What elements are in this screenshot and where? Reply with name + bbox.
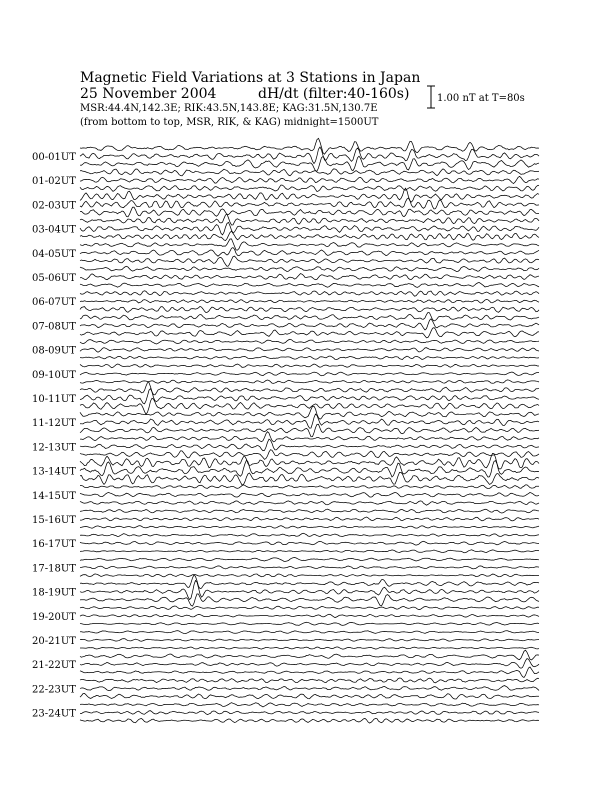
trace-05-06UT-RIK [80, 274, 539, 280]
scale-bar [427, 86, 435, 108]
trace-05-06UT-MSR [80, 282, 539, 287]
trace-12-13UT-MSR [80, 450, 539, 460]
trace-02-03UT-RIK [80, 198, 539, 209]
row-label-13-14UT: 13-14UT [32, 466, 76, 478]
trace-18-19UT-MSR [80, 594, 539, 606]
trace-23-24UT-KAG [80, 703, 539, 707]
trace-01-02UT-MSR [80, 185, 539, 191]
trace-19-20UT-RIK [80, 614, 539, 617]
trace-07-08UT-MSR [80, 328, 539, 338]
trace-22-23UT-MSR [80, 693, 539, 699]
trace-20-21UT-RIK [80, 639, 539, 642]
trace-10-11UT-MSR [80, 398, 539, 414]
trace-13-14UT-MSR [80, 472, 539, 485]
trace-14-15UT-MSR [80, 501, 539, 505]
row-label-11-12UT: 11-12UT [32, 418, 76, 430]
trace-23-24UT-MSR [80, 718, 539, 723]
trace-01-02UT-KAG [80, 169, 539, 176]
trace-19-20UT-MSR [80, 622, 539, 625]
trace-06-07UT-RIK [80, 299, 539, 303]
row-label-20-21UT: 20-21UT [32, 636, 76, 647]
trace-02-03UT-KAG [80, 188, 539, 202]
trace-12-13UT-RIK [80, 439, 539, 451]
chart-title: Magnetic Field Variations at 3 Stations in Japan [80, 70, 421, 86]
trace-18-19UT-KAG [80, 575, 539, 589]
trace-23-24UT-RIK [80, 711, 539, 715]
trace-21-22UT-RIK [80, 659, 539, 669]
row-label-02-03UT: 02-03UT [32, 200, 76, 212]
trace-04-05UT-KAG [80, 239, 539, 250]
row-label-05-06UT: 05-06UT [32, 273, 76, 284]
trace-20-21UT-KAG [80, 631, 539, 634]
trace-22-23UT-RIK [80, 686, 539, 691]
trace-17-18UT-RIK [80, 566, 539, 569]
trace-13-14UT-KAG [80, 453, 539, 469]
trace-03-04UT-KAG [80, 214, 539, 225]
trace-07-08UT-RIK [80, 319, 539, 330]
trace-04-05UT-RIK [80, 248, 539, 257]
trace-21-22UT-MSR [80, 667, 539, 678]
row-labels [32, 152, 76, 720]
trace-08-09UT-RIK [80, 348, 539, 353]
row-label-12-13UT: 12-13UT [32, 442, 76, 454]
trace-05-06UT-KAG [80, 266, 539, 271]
trace-16-17UT-MSR [80, 550, 539, 553]
trace-10-11UT-KAG [80, 383, 539, 395]
row-label-16-17UT: 16-17UT [32, 539, 76, 551]
station-coordinates: MSR:44.4N,142.3E; RIK:43.5N,143.8E; KAG:31.5N,130.7E [80, 103, 378, 114]
trace-16-17UT-KAG [80, 533, 539, 536]
trace-06-07UT-MSR [80, 306, 539, 312]
row-label-23-24UT: 23-24UT [32, 708, 76, 720]
trace-03-04UT-MSR [80, 231, 539, 240]
trace-21-22UT-KAG [80, 650, 539, 660]
row-label-18-19UT: 18-19UT [32, 587, 76, 599]
row-label-08-09UT: 08-09UT [32, 345, 76, 357]
trace-03-04UT-RIK [80, 222, 539, 234]
trace-09-10UT-RIK [80, 372, 539, 376]
trace-11-12UT-MSR [80, 424, 539, 436]
trace-group [80, 138, 539, 723]
trace-13-14UT-RIK [80, 460, 539, 477]
station-order-note: (from bottom to top, MSR, RIK, & KAG) midnight=1500UT [80, 117, 379, 128]
row-label-01-02UT: 01-02UT [32, 176, 76, 188]
row-label-04-05UT: 04-05UT [32, 248, 76, 260]
date-label: 25 November 2004 [80, 86, 217, 102]
trace-09-10UT-KAG [80, 364, 539, 368]
row-label-06-07UT: 06-07UT [32, 297, 76, 309]
trace-17-18UT-MSR [80, 574, 539, 577]
trace-17-18UT-KAG [80, 557, 539, 561]
trace-20-21UT-MSR [80, 647, 539, 649]
row-label-09-10UT: 09-10UT [32, 369, 76, 381]
trace-22-23UT-KAG [80, 678, 539, 683]
row-label-19-20UT: 19-20UT [32, 611, 76, 623]
row-label-14-15UT: 14-15UT [32, 490, 76, 502]
trace-01-02UT-RIK [80, 176, 539, 183]
row-label-22-23UT: 22-23UT [32, 684, 76, 696]
trace-15-16UT-RIK [80, 517, 539, 521]
trace-16-17UT-RIK [80, 541, 539, 545]
trace-15-16UT-KAG [80, 509, 539, 513]
trace-06-07UT-KAG [80, 291, 539, 296]
trace-11-12UT-RIK [80, 414, 539, 428]
row-label-21-22UT: 21-22UT [32, 660, 76, 672]
trace-08-09UT-MSR [80, 356, 539, 359]
row-label-03-04UT: 03-04UT [32, 224, 76, 236]
trace-02-03UT-MSR [80, 207, 539, 217]
scale-bar-label: 1.00 nT at T=80s [437, 93, 525, 104]
trace-14-15UT-RIK [80, 492, 539, 497]
trace-15-16UT-MSR [80, 526, 539, 529]
trace-07-08UT-KAG [80, 312, 539, 321]
row-label-17-18UT: 17-18UT [32, 563, 76, 575]
measure-label: dH/dt (filter:40-160s) [258, 86, 410, 102]
trace-19-20UT-KAG [80, 606, 539, 610]
row-label-10-11UT: 10-11UT [32, 394, 76, 405]
row-label-15-16UT: 15-16UT [32, 515, 76, 526]
trace-14-15UT-KAG [80, 485, 539, 489]
row-label-07-08UT: 07-08UT [32, 321, 76, 333]
row-label-00-01UT: 00-01UT [32, 152, 76, 163]
trace-08-09UT-KAG [80, 339, 539, 344]
trace-04-05UT-MSR [80, 256, 539, 266]
